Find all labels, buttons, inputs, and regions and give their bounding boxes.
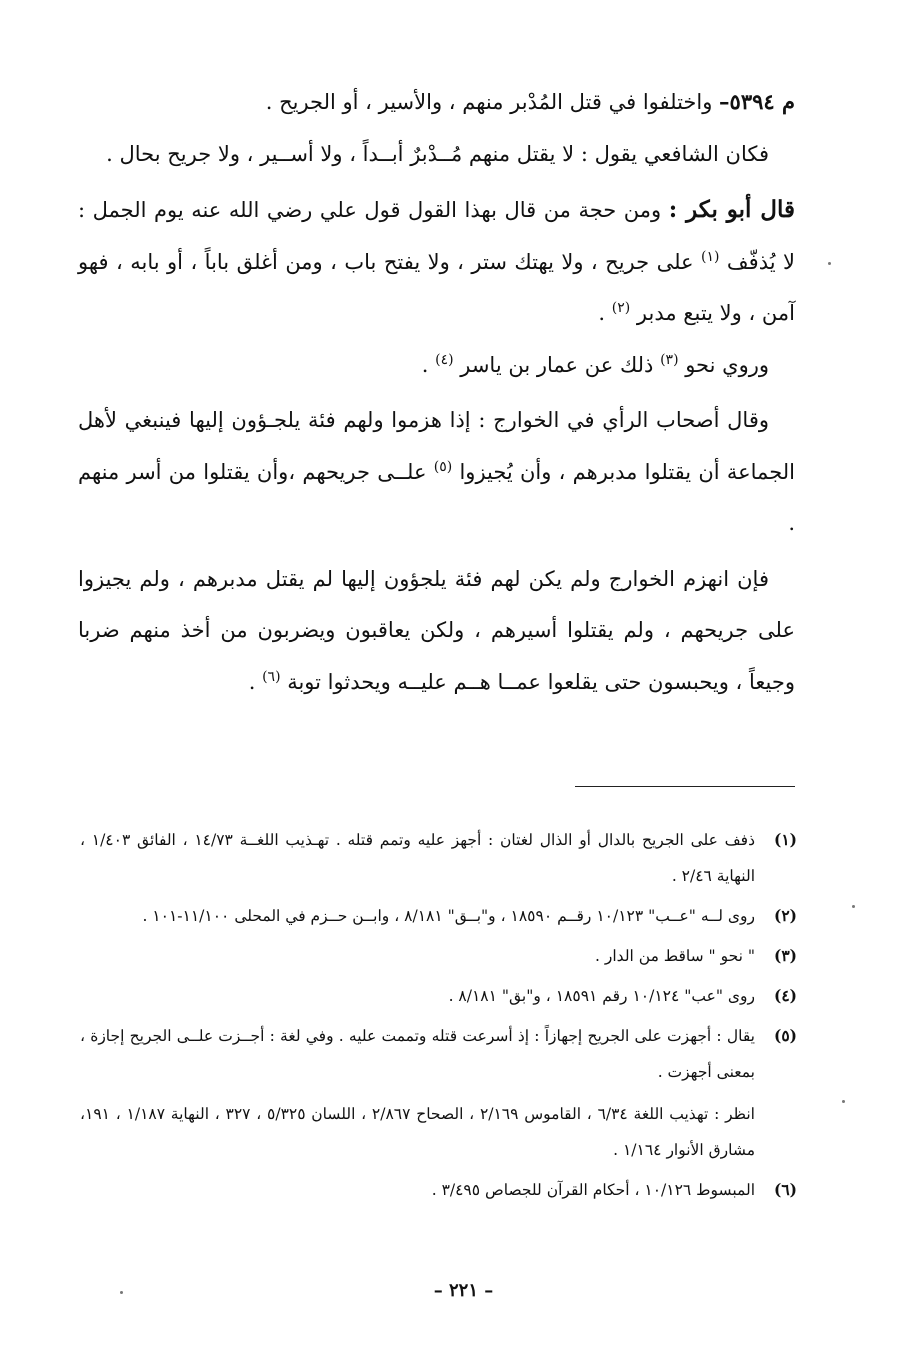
paragraph-3-text-2: على جريح ، ولا يهتك ستر ، ولا يفتح باب ، ومن أغلق باباً ، أو بابه ، فهو آمن ، ولا يتبع مدبر xyxy=(78,249,795,325)
footnote-mark-5[interactable]: (٥) xyxy=(433,458,453,475)
issue-number: م ٥٣٩٤– xyxy=(719,89,795,114)
footnote-text: روى "عب" ١٠/١٢٤ رقم ١٨٥٩١ ، و"بق" ٨/١٨١ . xyxy=(448,987,755,1005)
footnote-text: روى لــه "عــب" ١٠/١٢٣ رقــم ١٨٥٩٠ ، و"بــق" ٨/١٨١ ، وابــن حــزم في المحلى ١١/١٠٠-١٠١ . xyxy=(142,907,755,925)
paragraph-4 xyxy=(78,340,795,392)
footnote-4 xyxy=(80,978,797,1014)
footnote-text: انظر : تهذيب اللغة ٦/٣٤ ، القاموس ٢/١٦٩ ، الصحاح ٢/٨٦٧ ، اللسان ٥/٣٢٥ ، ٣٢٧ ، النهاية ١/١٨٧ ، ١٩١، مشارق الأنوار ١/١٦٤ . xyxy=(80,1105,755,1159)
paragraph-3-text-3: . xyxy=(598,301,612,325)
footnote-mark-4[interactable]: (٤) xyxy=(435,351,454,368)
footnote-6 xyxy=(80,1172,797,1208)
paragraph-5 xyxy=(78,395,795,550)
paragraph-6-text-1: فإن انهزم الخوارج ولم يكن لهم فئة يلجؤون إليها لم يقتل مدبرهم ، ولم يجيزوا على جريحهم ، ولم يقتلوا أسيرهم ، ولكن يعاقبون ويضربون من أخذ منهم ضربا وجيعاً ، ويحبسون حتى يقلعوا عمــا هــم عليــه ويحدثوا توبة xyxy=(78,566,795,694)
main-text xyxy=(78,76,795,708)
footnote-3 xyxy=(80,938,797,974)
footnote-1 xyxy=(80,822,797,894)
footnote-2 xyxy=(80,898,797,934)
footnote-5 xyxy=(80,1018,797,1090)
footnote-text: ذفف على الجريح بالدال أو الذال لغتان : أجهز عليه وتمم قتله . تهـذيب اللغــة ١٤/٧٣ ، الفائق ١/٤٠٣ ، النهاية ٢/٤٦ . xyxy=(80,831,755,885)
footnote-mark-6[interactable]: (٦) xyxy=(262,668,281,685)
footnote-separator xyxy=(575,786,795,787)
paragraph-2: فكان الشافعي يقول : لا يقتل منهم مُــدْبرٌ أبــداً ، ولا أســير ، ولا جريح بحال . xyxy=(106,141,769,166)
paragraph-6-text-2: . xyxy=(248,669,263,694)
footnote-5-continuation xyxy=(80,1096,797,1168)
paragraph-6 xyxy=(78,554,795,709)
paragraph-4-text-1: وروي نحو xyxy=(678,352,769,377)
footnote-mark-1[interactable]: (١) xyxy=(701,248,720,265)
paragraph-3-text-1: ومن حجة من قال بهذا القول قول علي رضي الله عنه يوم الجمل : لا يُذفّف xyxy=(78,198,795,274)
scan-speck xyxy=(120,1291,123,1294)
footnote-text: " نحو " ساقط من الدار . xyxy=(595,947,755,965)
paragraph-1-text: واختلفوا في قتل المُدْبر منهم ، والأسير ، أو الجريح . xyxy=(265,90,720,114)
footnote-number: (٢) xyxy=(773,906,797,925)
paragraph-4-text-2: ذلك عن عمار بن ياسر xyxy=(453,352,661,377)
paragraph-5-text-2: علــى جريحهم ،وأن يقتلوا من أسر منهم . xyxy=(78,459,795,535)
footnote-text: يقال : أجهزت على الجريح إجهازاً : إذ أسرعت قتله وتممت عليه . وفي لغة : أجــزت علــى الجريح إجازة ، بمعنى أجهزت . xyxy=(80,1027,755,1081)
scan-speck xyxy=(842,1100,845,1103)
paragraph-1 xyxy=(78,76,795,129)
paragraph-5-text-1: وقال أصحاب الرأي في الخوارج : إذا هزموا ولهم فئة يلجـؤون إليها فينبغي لأهل الجماعة أن يقتلوا مدبرهم ، وأن يُجيزوا xyxy=(78,408,795,484)
footnote-number: (١) xyxy=(773,830,797,849)
footnote-number: (٥) xyxy=(773,1026,797,1045)
page-number: – ٢٢١ – xyxy=(433,1280,494,1301)
paragraph-3 xyxy=(78,184,795,340)
speaker-label: قال أبو بكر : xyxy=(668,196,795,223)
footnote-mark-3[interactable]: (٣) xyxy=(660,351,679,368)
footnote-number: (٣) xyxy=(773,946,797,965)
footnote-mark-2[interactable]: (٢) xyxy=(611,300,631,316)
scan-speck xyxy=(852,905,855,908)
footnotes xyxy=(80,822,797,1212)
footnote-number: (٤) xyxy=(773,986,797,1005)
footnote-number: (٦) xyxy=(773,1180,797,1199)
footnote-text: المبسوط ١٠/١٢٦ ، أحكام القرآن للجصاص ٣/٤٩٥ . xyxy=(431,1181,755,1199)
scan-speck xyxy=(828,262,831,265)
paragraph-4-text-3: . xyxy=(421,352,436,377)
